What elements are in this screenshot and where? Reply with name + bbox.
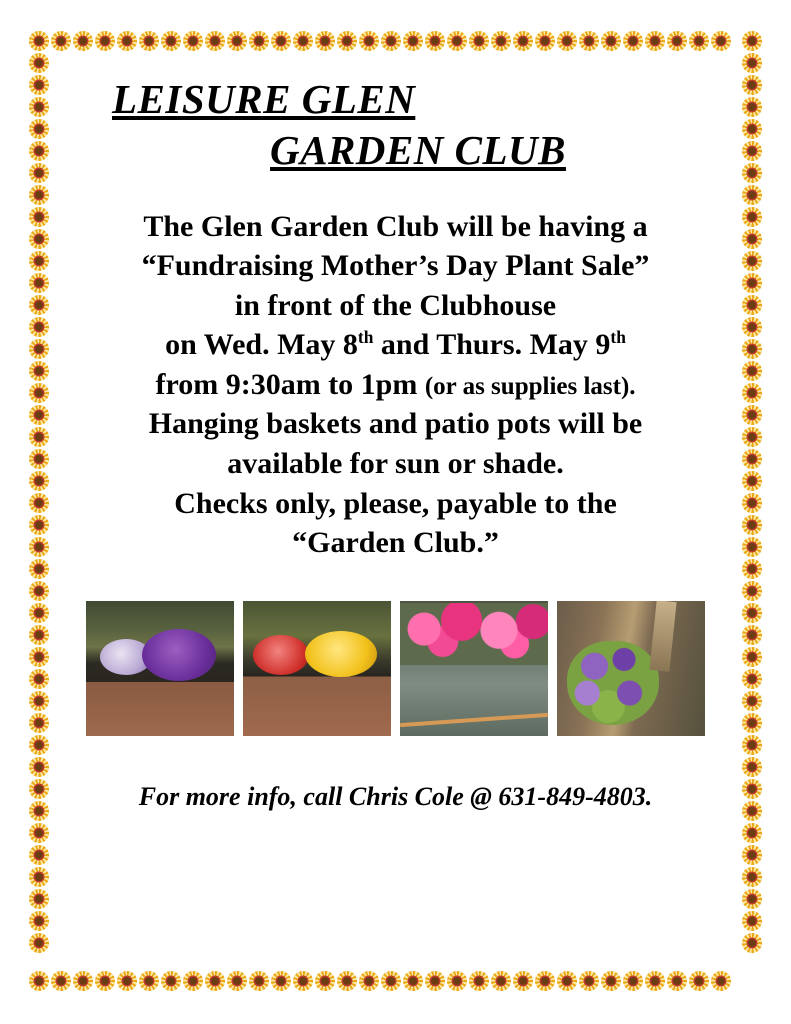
sunflower-icon (512, 30, 534, 52)
sunflower-icon (380, 970, 402, 992)
announcement-body (62, 207, 729, 563)
sunflower-icon (741, 30, 763, 52)
sunflower-icon (534, 30, 556, 52)
sunflower-icon (622, 30, 644, 52)
sunflower-icon (28, 30, 50, 52)
sunflower-icon (688, 30, 710, 52)
sunflower-icon (182, 970, 204, 992)
sunflower-icon (741, 822, 763, 844)
sunflower-icon (402, 30, 424, 52)
sunflower-icon (741, 558, 763, 580)
sunflower-icon (50, 30, 72, 52)
sunflower-icon (741, 800, 763, 822)
sunflower-icon (28, 96, 50, 118)
sunflower-icon (72, 30, 94, 52)
sunflower-icon (741, 624, 763, 646)
sunflower-icon (28, 470, 50, 492)
sunflower-icon (28, 404, 50, 426)
sunflower-icon (578, 30, 600, 52)
sunflower-icon (534, 970, 556, 992)
border-bottom-row (28, 970, 732, 992)
sunflower-icon (741, 272, 763, 294)
sunflower-icon (28, 492, 50, 514)
sunflower-icon (741, 646, 763, 668)
sunflower-icon (28, 646, 50, 668)
sunflower-icon (28, 140, 50, 162)
sunflower-icon (741, 492, 763, 514)
sunflower-icon (292, 30, 314, 52)
sunflower-icon (182, 30, 204, 52)
sunflower-icon (666, 30, 688, 52)
body-line-1: The Glen Garden Club will be having a (143, 209, 648, 243)
flyer-content (62, 62, 729, 962)
sunflower-icon (741, 382, 763, 404)
sunflower-icon (28, 800, 50, 822)
sunflower-icon (741, 514, 763, 536)
sunflower-icon (28, 756, 50, 778)
sunflower-icon (741, 734, 763, 756)
body-line-5-small: (or as supplies last). (424, 372, 636, 400)
sunflower-icon (160, 30, 182, 52)
sunflower-icon (28, 602, 50, 624)
sunflower-icon (402, 970, 424, 992)
sunflower-icon (358, 30, 380, 52)
sunflower-icon (292, 970, 314, 992)
body-line-4-pre: on Wed. May 8 (165, 328, 358, 362)
body-line-4-sup: th (357, 327, 374, 348)
sunflower-icon (28, 668, 50, 690)
sunflower-icon (138, 30, 160, 52)
sunflower-icon (138, 970, 160, 992)
title-line-2: GARDEN CLUB (270, 127, 566, 174)
sunflower-icon (28, 624, 50, 646)
sunflower-icon (248, 30, 270, 52)
sunflower-icon (336, 970, 358, 992)
sunflower-icon (28, 778, 50, 800)
sunflower-icon (28, 316, 50, 338)
sunflower-icon (741, 536, 763, 558)
sunflower-icon (226, 970, 248, 992)
pink-impatiens-flat-photo (400, 601, 548, 736)
sunflower-icon (710, 970, 732, 992)
sunflower-icon (741, 404, 763, 426)
sunflower-icon (314, 970, 336, 992)
sunflower-icon (28, 734, 50, 756)
sunflower-icon (600, 970, 622, 992)
sunflower-icon (424, 30, 446, 52)
sunflower-icon (226, 30, 248, 52)
sunflower-icon (741, 448, 763, 470)
sunflower-icon (741, 228, 763, 250)
sunflower-icon (741, 426, 763, 448)
sunflower-icon (116, 970, 138, 992)
purple-mums-in-pots-photo (86, 601, 234, 736)
contact-footer: For more info, call Chris Cole @ 631-849-4803. (138, 781, 653, 811)
sunflower-icon (28, 184, 50, 206)
sunflower-icon (358, 970, 380, 992)
sunflower-icon (741, 712, 763, 734)
sunflower-icon (28, 206, 50, 228)
red-and-yellow-flowers-photo (243, 601, 391, 736)
sunflower-icon (28, 52, 50, 74)
sunflower-icon (28, 382, 50, 404)
sunflower-icon (644, 970, 666, 992)
body-line-4 (62, 325, 729, 365)
sunflower-icon (28, 118, 50, 140)
sunflower-icon (28, 514, 50, 536)
hanging-basket-on-post-photo (557, 601, 705, 736)
sunflower-icon (622, 970, 644, 992)
sunflower-icon (490, 970, 512, 992)
border-top-row (28, 30, 732, 52)
sunflower-icon (28, 844, 50, 866)
sunflower-icon (94, 30, 116, 52)
sunflower-icon (741, 910, 763, 932)
body-line-5 (62, 365, 729, 405)
sunflower-icon (741, 140, 763, 162)
sunflower-icon (28, 426, 50, 448)
sunflower-icon (160, 970, 182, 992)
body-line-4-mid: and Thurs. May 9 (373, 328, 611, 362)
body-line-2: “Fundraising Mother’s Day Plant Sale” (141, 249, 650, 283)
sunflower-icon (741, 932, 763, 954)
body-line-6: Hanging baskets and patio pots will be (148, 407, 643, 441)
sunflower-icon (741, 756, 763, 778)
sunflower-icon (741, 250, 763, 272)
sunflower-icon (314, 30, 336, 52)
sunflower-icon (741, 360, 763, 382)
sunflower-icon (741, 162, 763, 184)
sunflower-icon (741, 470, 763, 492)
sunflower-icon (490, 30, 512, 52)
sunflower-icon (741, 888, 763, 910)
sunflower-icon (94, 970, 116, 992)
sunflower-icon (28, 910, 50, 932)
sunflower-icon (741, 118, 763, 140)
sunflower-icon (336, 30, 358, 52)
sunflower-icon (28, 712, 50, 734)
sunflower-icon (424, 970, 446, 992)
sunflower-icon (741, 866, 763, 888)
border-right-column (741, 30, 763, 954)
sunflower-icon (28, 448, 50, 470)
sunflower-icon (270, 970, 292, 992)
sunflower-icon (741, 668, 763, 690)
sunflower-icon (28, 932, 50, 954)
sunflower-icon (204, 970, 226, 992)
sunflower-icon (710, 30, 732, 52)
sunflower-icon (741, 294, 763, 316)
body-line-7: available for sun or shade. (227, 447, 564, 481)
sunflower-icon (28, 360, 50, 382)
sunflower-icon (741, 580, 763, 602)
sunflower-icon (741, 74, 763, 96)
sunflower-icon (741, 690, 763, 712)
sunflower-icon (204, 30, 226, 52)
sunflower-icon (741, 52, 763, 74)
sunflower-icon (556, 970, 578, 992)
sunflower-icon (600, 30, 622, 52)
sunflower-icon (28, 536, 50, 558)
sunflower-icon (72, 970, 94, 992)
photo-strip (62, 601, 729, 736)
sunflower-icon (741, 96, 763, 118)
sunflower-icon (116, 30, 138, 52)
body-line-4-sup2: th (610, 327, 626, 348)
sunflower-icon (28, 580, 50, 602)
page-title (62, 74, 729, 177)
sunflower-icon (741, 602, 763, 624)
sunflower-icon (28, 338, 50, 360)
title-line-1: LEISURE GLEN (112, 76, 416, 122)
sunflower-icon (28, 822, 50, 844)
sunflower-icon (446, 970, 468, 992)
sunflower-icon (512, 970, 534, 992)
body-line-8: Checks only, please, payable to the (174, 486, 617, 520)
sunflower-icon (28, 866, 50, 888)
sunflower-icon (666, 970, 688, 992)
sunflower-icon (28, 272, 50, 294)
body-line-9: “Garden Club.” (292, 526, 499, 560)
sunflower-icon (741, 844, 763, 866)
sunflower-icon (50, 970, 72, 992)
sunflower-icon (688, 970, 710, 992)
sunflower-icon (741, 206, 763, 228)
sunflower-icon (28, 690, 50, 712)
sunflower-icon (28, 970, 50, 992)
sunflower-icon (468, 30, 490, 52)
sunflower-icon (644, 30, 666, 52)
sunflower-icon (270, 30, 292, 52)
sunflower-icon (741, 338, 763, 360)
sunflower-icon (380, 30, 402, 52)
sunflower-icon (28, 294, 50, 316)
sunflower-icon (248, 970, 270, 992)
sunflower-icon (556, 30, 578, 52)
sunflower-icon (28, 162, 50, 184)
sunflower-icon (741, 778, 763, 800)
sunflower-icon (28, 558, 50, 580)
sunflower-icon (578, 970, 600, 992)
body-line-5-pre: from 9:30am to 1pm (155, 367, 425, 401)
sunflower-icon (28, 888, 50, 910)
body-line-3: in front of the Clubhouse (234, 288, 557, 322)
sunflower-icon (741, 184, 763, 206)
sunflower-icon (468, 970, 490, 992)
border-left-column (28, 30, 50, 954)
sunflower-icon (446, 30, 468, 52)
sunflower-icon (28, 74, 50, 96)
sunflower-icon (28, 228, 50, 250)
sunflower-icon (741, 316, 763, 338)
sunflower-icon (28, 250, 50, 272)
